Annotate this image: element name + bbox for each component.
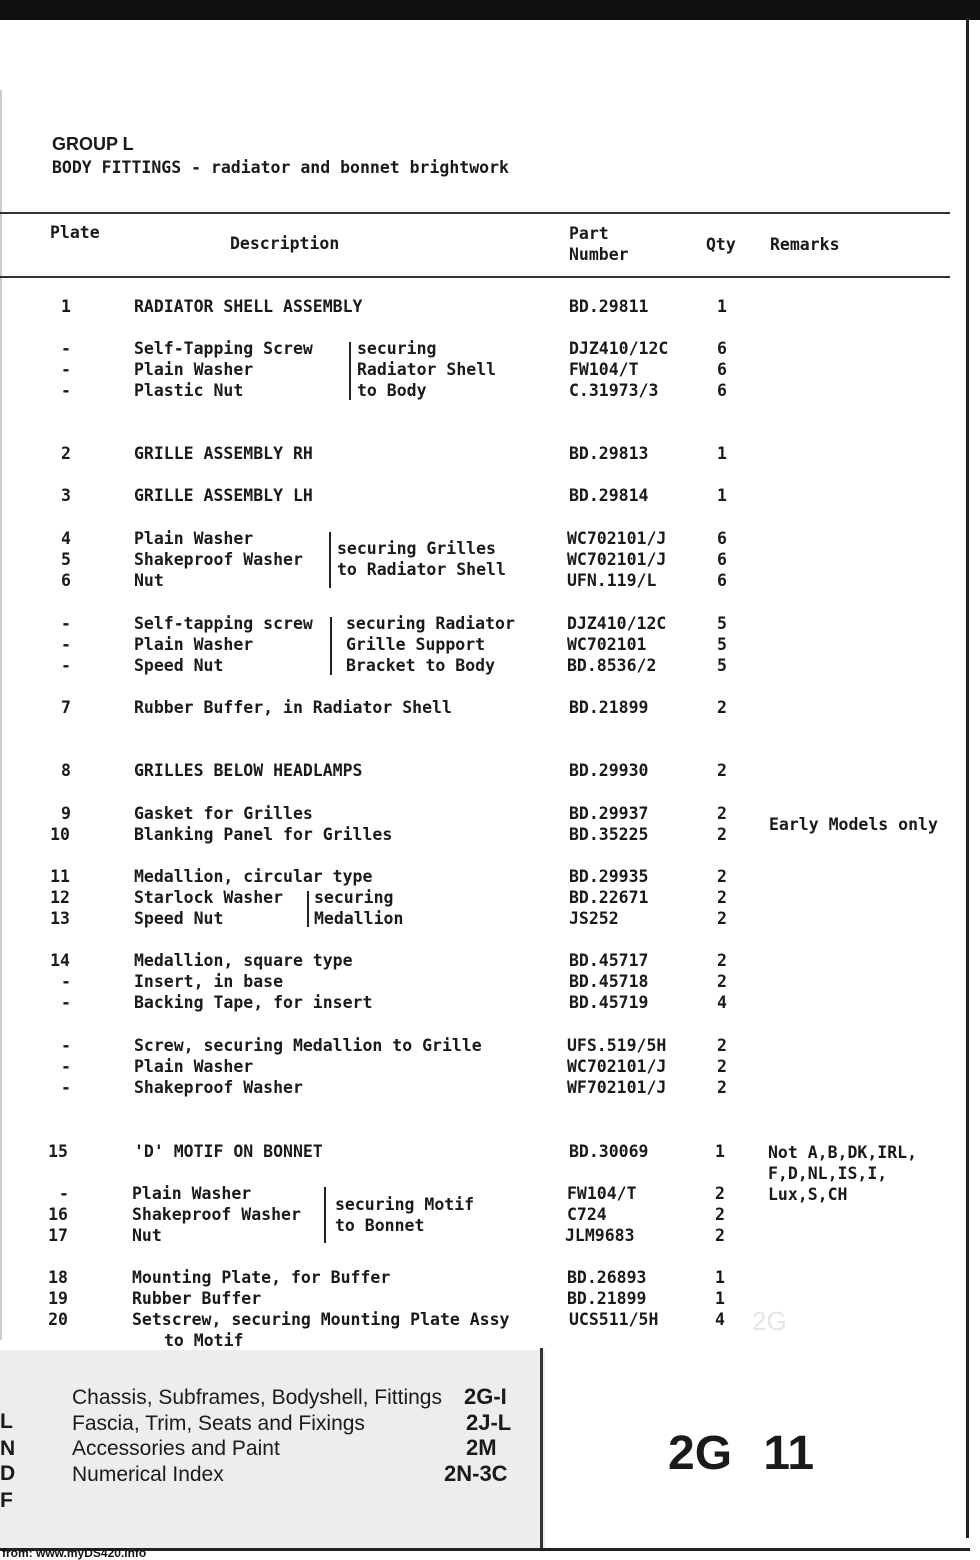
part-number: DJZ410/12C: [567, 614, 667, 633]
column-header-part-line2: Number: [569, 245, 629, 264]
item-description: GRILLES BELOW HEADLAMPS: [134, 761, 363, 780]
plate-number: -: [61, 972, 71, 991]
item-description: Medallion, square type: [134, 951, 353, 970]
item-description: Insert, in base: [134, 972, 284, 991]
fiche-index-divider: [540, 1348, 543, 1548]
quantity: 2: [717, 888, 727, 907]
plate-number: -: [61, 339, 71, 358]
item-description: Mounting Plate, for Buffer: [132, 1268, 391, 1287]
part-number: BD.35225: [569, 825, 649, 844]
header-top-rule: [0, 212, 950, 214]
item-description: Gasket for Grilles: [134, 804, 313, 823]
item-description: Shakeproof Washer: [132, 1205, 301, 1224]
plate-number: -: [61, 614, 71, 633]
plate-number: -: [61, 993, 71, 1012]
part-number: UCS511/5H: [569, 1310, 659, 1329]
part-number: WC702101/J: [567, 1057, 667, 1076]
plate-number: -: [61, 360, 71, 379]
quantity: 1: [715, 1268, 725, 1287]
part-number: DJZ410/12C: [569, 339, 669, 358]
quantity: 6: [717, 529, 727, 548]
securing-note: Radiator Shell: [357, 360, 497, 379]
item-description: Setscrew, securing Mounting Plate Assy: [132, 1310, 510, 1329]
securing-note: Grille Support: [346, 635, 486, 654]
item-description: Plain Washer: [132, 1184, 252, 1203]
fiche-index-code: 2N-3C: [444, 1461, 508, 1486]
securing-note: securing: [314, 888, 394, 907]
item-description: Shakeproof Washer: [134, 550, 303, 569]
plate-number: -: [61, 635, 71, 654]
item-description: Plain Washer: [134, 635, 254, 654]
quantity: 2: [717, 1036, 727, 1055]
column-header-description: Description: [230, 234, 340, 253]
plate-number: 11: [50, 867, 70, 886]
plate-number: 5: [61, 550, 71, 569]
plate-number: -: [61, 1036, 71, 1055]
plate-number: 17: [48, 1226, 68, 1245]
item-description: Plain Washer: [134, 529, 254, 548]
item-description: 'D' MOTIF ON BONNET: [134, 1142, 323, 1161]
item-description: Plastic Nut: [134, 381, 244, 400]
header-bottom-rule: [0, 276, 950, 278]
scan-top-border: [0, 0, 980, 20]
source-watermark: from: www.myDS420.info: [2, 1546, 147, 1560]
part-number: BD.29937: [569, 804, 649, 823]
item-description: Plain Washer: [134, 360, 254, 379]
group-heading: GROUP L: [52, 134, 134, 154]
column-header-part-line1: Part: [569, 224, 609, 243]
part-number: BD.29814: [569, 486, 649, 505]
item-description: Speed Nut: [134, 909, 224, 928]
plate-number: -: [61, 381, 71, 400]
securing-note: Medallion: [314, 909, 404, 928]
plate-number: 20: [48, 1310, 68, 1329]
edge-letter: L: [0, 1410, 13, 1433]
item-description: Plain Washer: [134, 1057, 254, 1076]
remark-motif-line1: Not A,B,DK,IRL,: [768, 1143, 918, 1162]
part-number: UFS.519/5H: [567, 1036, 667, 1055]
part-number: BD.26893: [567, 1268, 647, 1287]
part-number: BD.21899: [569, 698, 649, 717]
plate-number: 15: [48, 1142, 68, 1161]
quantity: 4: [717, 993, 727, 1012]
item-description: GRILLE ASSEMBLY LH: [134, 486, 313, 505]
fiche-index-code: 2M: [466, 1435, 497, 1460]
quantity: 1: [717, 444, 727, 463]
scan-left-edge: [0, 90, 2, 1340]
item-description: Screw, securing Medallion to Grille: [134, 1036, 482, 1055]
column-header-remarks: Remarks: [770, 235, 840, 254]
securing-note: to Body: [357, 381, 427, 400]
quantity: 2: [717, 804, 727, 823]
part-number: BD.8536/2: [567, 656, 657, 675]
quantity: 2: [717, 1057, 727, 1076]
plate-number: 14: [50, 951, 70, 970]
quantity: 2: [717, 825, 727, 844]
quantity: 2: [717, 761, 727, 780]
quantity: 2: [717, 951, 727, 970]
part-number: UFN.119/L: [567, 571, 657, 590]
part-number: C.31973/3: [569, 381, 659, 400]
plate-number: 4: [61, 529, 71, 548]
plate-number: 19: [48, 1289, 68, 1308]
quantity: 2: [717, 1078, 727, 1097]
item-description: GRILLE ASSEMBLY RH: [134, 444, 313, 463]
part-number: WC702101/J: [567, 529, 667, 548]
item-description: Starlock Washer: [134, 888, 284, 907]
fiche-index-label: Accessories and Paint: [72, 1437, 280, 1460]
part-number: BD.45717: [569, 951, 649, 970]
faint-page-stamp: 2G: [752, 1306, 787, 1336]
plate-number: -: [61, 1078, 71, 1097]
plate-number: 1: [61, 297, 71, 316]
part-number: BD.29811: [569, 297, 649, 316]
plate-number: -: [61, 656, 71, 675]
fiche-index-code: 2J-L: [466, 1410, 512, 1435]
securing-note: to Bonnet: [335, 1216, 425, 1235]
part-number: BD.29930: [569, 761, 649, 780]
quantity: 5: [717, 614, 727, 633]
quantity: 2: [715, 1184, 725, 1203]
quantity: 2: [717, 698, 727, 717]
plate-number: 18: [48, 1268, 68, 1287]
plate-number: -: [59, 1184, 69, 1203]
plate-number: 13: [50, 909, 70, 928]
remark-motif-line3: Lux,S,CH: [768, 1185, 848, 1204]
part-number: BD.45719: [569, 993, 649, 1012]
quantity: 6: [717, 360, 727, 379]
quantity: 2: [715, 1205, 725, 1224]
part-number: BD.29935: [569, 867, 649, 886]
item-description: Self-tapping screw: [134, 614, 313, 633]
securing-note: to Radiator Shell: [337, 560, 506, 579]
edge-letter: F: [0, 1489, 13, 1512]
part-number: WF702101/J: [567, 1078, 667, 1097]
plate-number: 16: [48, 1205, 68, 1224]
item-description: Shakeproof Washer: [134, 1078, 303, 1097]
part-number: JLM9683: [565, 1226, 635, 1245]
item-description: Medallion, circular type: [134, 867, 373, 886]
securing-note: securing Grilles: [337, 539, 496, 558]
quantity: 2: [717, 972, 727, 991]
part-number: C724: [567, 1205, 607, 1224]
item-description: Backing Tape, for insert: [134, 993, 373, 1012]
group-bracket: [307, 891, 309, 927]
column-header-plate: Plate: [50, 223, 100, 242]
item-description: Rubber Buffer, in Radiator Shell: [134, 698, 452, 717]
group-bracket: [329, 532, 331, 588]
plate-number: 12: [50, 888, 70, 907]
plate-number: 3: [61, 486, 71, 505]
part-number: BD.22671: [569, 888, 649, 907]
group-bracket: [330, 617, 332, 675]
item-description: Self-Tapping Screw: [134, 339, 313, 358]
plate-number: 9: [61, 804, 71, 823]
edge-letter: D: [0, 1462, 16, 1485]
group-bracket: [349, 342, 351, 400]
part-number: BD.30069: [569, 1142, 649, 1161]
group-bracket: [324, 1187, 326, 1243]
description-continuation: to Motif: [164, 1331, 244, 1350]
item-description: Speed Nut: [134, 656, 224, 675]
part-number: BD.45718: [569, 972, 649, 991]
remark-motif-line2: F,D,NL,IS,I,: [768, 1164, 888, 1183]
plate-number: 10: [50, 825, 70, 844]
plate-number: -: [61, 1057, 71, 1076]
part-number: FW104/T: [569, 360, 639, 379]
remark-early-models: Early Models only: [769, 815, 938, 834]
quantity: 2: [717, 867, 727, 886]
plate-number: 8: [61, 761, 71, 780]
fiche-index-label: Chassis, Subframes, Bodyshell, Fittings: [72, 1386, 442, 1409]
quantity: 5: [717, 656, 727, 675]
quantity: 4: [715, 1310, 725, 1329]
quantity: 1: [715, 1142, 725, 1161]
fiche-index-label: Numerical Index: [72, 1463, 224, 1486]
part-number: WC702101: [567, 635, 647, 654]
quantity: 6: [717, 550, 727, 569]
quantity: 1: [717, 486, 727, 505]
plate-number: 2: [61, 444, 71, 463]
item-description: RADIATOR SHELL ASSEMBLY: [134, 297, 363, 316]
securing-note: securing Motif: [335, 1195, 475, 1214]
edge-letter: N: [0, 1437, 16, 1460]
part-number: WC702101/J: [567, 550, 667, 569]
plate-number: 7: [61, 698, 71, 717]
part-number: BD.21899: [567, 1289, 647, 1308]
securing-note: Bracket to Body: [346, 656, 496, 675]
item-description: Nut: [132, 1226, 162, 1245]
quantity: 1: [715, 1289, 725, 1308]
item-description: Rubber Buffer: [132, 1289, 262, 1308]
securing-note: securing: [357, 339, 437, 358]
fiche-index-code: 2G-I: [464, 1384, 507, 1409]
quantity: 2: [717, 909, 727, 928]
quantity: 1: [717, 297, 727, 316]
fiche-page-reference: 2G 11: [668, 1427, 815, 1480]
plate-number: 6: [61, 571, 71, 590]
item-description: Nut: [134, 571, 164, 590]
part-number: FW104/T: [567, 1184, 637, 1203]
quantity: 2: [715, 1226, 725, 1245]
quantity: 5: [717, 635, 727, 654]
part-number: BD.29813: [569, 444, 649, 463]
scan-right-border: [966, 18, 969, 1538]
part-number: JS252: [569, 909, 619, 928]
page-title: BODY FITTINGS - radiator and bonnet brightwork: [52, 158, 509, 177]
column-header-qty: Qty: [706, 235, 736, 254]
fiche-index-label: Fascia, Trim, Seats and Fixings: [72, 1412, 365, 1435]
quantity: 6: [717, 381, 727, 400]
quantity: 6: [717, 339, 727, 358]
securing-note: securing Radiator: [346, 614, 515, 633]
quantity: 6: [717, 571, 727, 590]
item-description: Blanking Panel for Grilles: [134, 825, 393, 844]
